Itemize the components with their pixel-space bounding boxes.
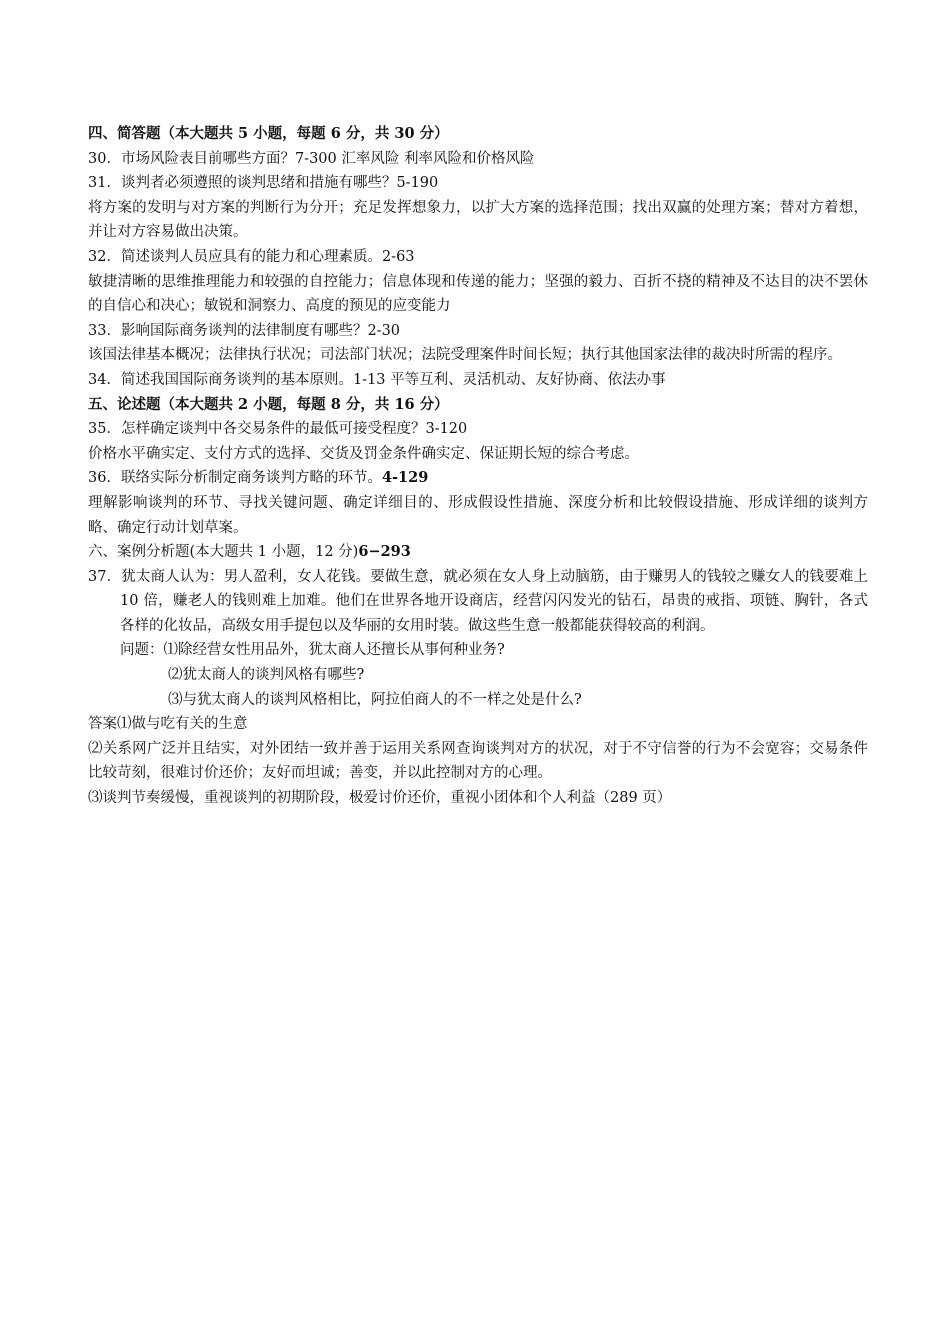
section-6-title-text: 六、案例分析题(本大题共 1 小题，12 分) <box>88 544 359 561</box>
question-36 <box>88 466 868 491</box>
question-30: 30．市场风险表目前哪些方面？7-300 汇率风险 利率风险和价格风险 <box>88 150 535 167</box>
question-37-sub-2: ⑵犹太商人的谈判风格有哪些? <box>168 667 365 684</box>
answer-31: 将方案的发明与对方案的判断行为分开；充足发挥想象力，以扩大方案的选择范围；找出双赢的处理方案；替对方着想，并让对方容易做出决策。 <box>88 199 868 241</box>
document-content <box>88 122 868 811</box>
question-35: 35．怎样确定谈判中各交易条件的最低可接受程度？3-120 <box>88 421 468 438</box>
answer-37-2: ⑵关系网广泛并且结实，对外团结一致并善于运用关系网查询谈判对方的状况，对于不守信誉的行为不会宽容；交易条件比较苛刻，很难讨价还价；友好而坦诚；善变，并以此控制对方的心理。 <box>88 740 868 782</box>
question-36-text: 36．联络实际分析制定商务谈判方略的环节。 <box>88 470 382 487</box>
section-6-title <box>88 540 868 565</box>
answer-32: 敏捷清晰的思维推理能力和较强的自控能力；信息体现和传递的能力；坚强的毅力、百折不挠的精神及不达目的决不罢休的自信心和决心；敏锐和洞察力、高度的预见的应变能力 <box>88 273 868 315</box>
question-37-sub-1: 问题：⑴除经营女性用品外，犹太商人还擅长从事何种业务? <box>120 642 505 659</box>
answer-35: 价格水平确实定、支付方式的选择、交货及罚金条件确实定、保证期长短的综合考虑。 <box>88 445 639 462</box>
question-32: 32．简述谈判人员应具有的能力和心理素质。2-63 <box>88 248 415 265</box>
section-6-ref: 6−293 <box>358 543 411 561</box>
section-5-title: 五、论述题（本大题共 2 小题，每题 8 分，共 16 分） <box>88 395 449 413</box>
question-37-sub-3: ⑶与犹太商人的谈判风格相比，阿拉伯商人的不一样之处是什么? <box>168 691 582 708</box>
answer-36: 理解影响谈判的环节、寻找关键问题、确定详细目的、形成假设性措施、深度分析和比较假设措施、形成详细的谈判方略、确定行动计划草案。 <box>88 494 868 536</box>
section-4-title: 四、简答题（本大题共 5 小题，每题 6 分，共 30 分） <box>88 125 449 142</box>
answer-33: 该国法律基本概况；法律执行状况；司法部门状况；法院受理案件时间长短；执行其他国家法律的裁决时所需的程序。 <box>88 347 842 364</box>
question-36-ref: 4-129 <box>381 469 429 487</box>
question-31: 31．谈判者必须遵照的谈判思绪和措施有哪些？5-190 <box>88 175 439 192</box>
answer-37-3: ⑶谈判节奏缓慢，重视谈判的初期阶段，极爱讨价还价，重视小团体和个人利益（289 页） <box>88 790 672 807</box>
question-37: 37．犹太商人认为：男人盈利，女人花钱。要做生意，就必须在女人身上动脑筋，由于赚男人的钱较之赚女人的钱要难上 10 倍，赚老人的钱则难上加难。他们在世界各地开设商店，经营闪闪发光的钻石，昂贵的戒指、项链、胸针，各式各样的化妆品，高级女用手提包以及华丽的女用时装。做这些生意一般都能获得较高的利润。 <box>88 568 868 634</box>
question-33: 33．影响国际商务谈判的法律制度有哪些？2-30 <box>88 322 401 339</box>
answer-37-1: 答案⑴做与吃有关的生意 <box>88 716 248 733</box>
question-34: 34．简述我国国际商务谈判的基本原则。1-13 平等互利、灵活机动、友好协商、依法办事 <box>88 371 666 388</box>
